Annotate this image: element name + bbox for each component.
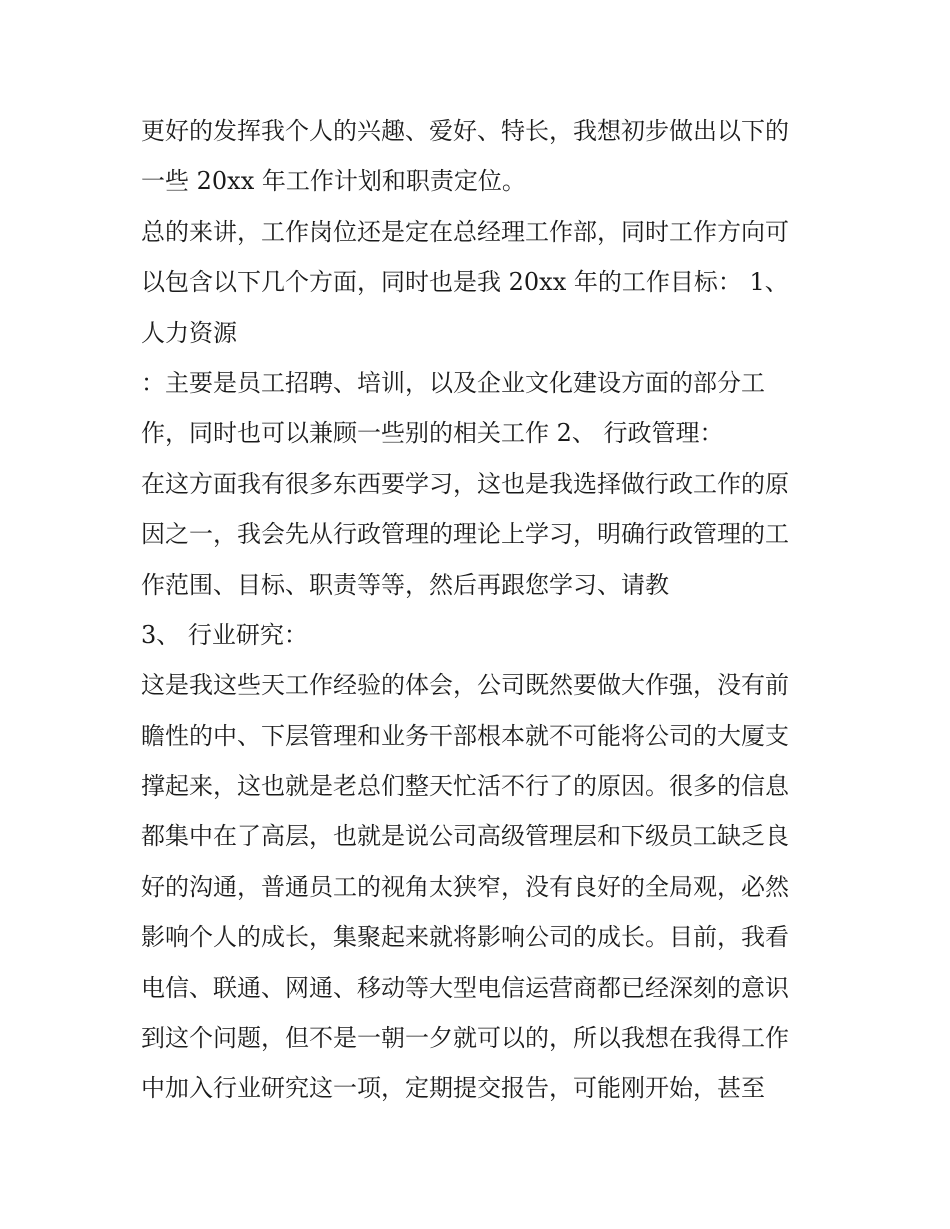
text-line: 影响个人的成长，集聚起来就将影响公司的成长。目前，我看	[141, 923, 789, 952]
text-line: 电信、联通、网通、移动等大型电信运营商都已经深刻的意识	[141, 973, 789, 1002]
text-line: 好的沟通，普通员工的视角太狭窄，没有良好的全局观，必然	[141, 872, 789, 901]
text-line: 中加入行业研究这一项，定期提交报告，可能刚开始，甚至	[141, 1074, 765, 1103]
text-line: 3、 行业研究：	[141, 620, 308, 649]
text-line: 作范围、目标、职责等等，然后再跟您学习、请教	[141, 570, 669, 599]
text-line: 以包含以下几个方面，同时也是我 20xx 年的工作目标： 1、	[141, 268, 789, 297]
text-line: 在这方面我有很多东西要学习，这也是我选择做行政工作的原	[141, 469, 789, 498]
document-body	[141, 106, 841, 1114]
text-line: ：主要是员工招聘、培训，以及企业文化建设方面的部分工	[141, 368, 765, 397]
text-line: 瞻性的中、下层管理和业务干部根本就不可能将公司的大厦支	[141, 721, 789, 750]
text-line: 作，同时也可以兼顾一些别的相关工作 2、 行政管理：	[141, 419, 724, 448]
text-line: 因之一，我会先从行政管理的理论上学习，明确行政管理的工	[141, 520, 789, 549]
text-line: 撑起来，这也就是老总们整天忙活不行了的原因。很多的信息	[141, 772, 789, 801]
text-line: 一些 20xx 年工作计划和职责定位。	[141, 167, 526, 196]
text-line: 都集中在了高层，也就是说公司高级管理层和下级员工缺乏良	[141, 822, 789, 851]
text-line: 人力资源	[141, 318, 237, 347]
text-line: 到这个问题，但不是一朝一夕就可以的，所以我想在我得工作	[141, 1024, 789, 1053]
text-line: 更好的发挥我个人的兴趣、爱好、特长，我想初步做出以下的	[141, 117, 789, 145]
text-line: 总的来讲，工作岗位还是定在总经理工作部，同时工作方向可	[141, 217, 789, 246]
text-line: 这是我这些天工作经验的体会，公司既然要做大作强，没有前	[141, 671, 789, 700]
